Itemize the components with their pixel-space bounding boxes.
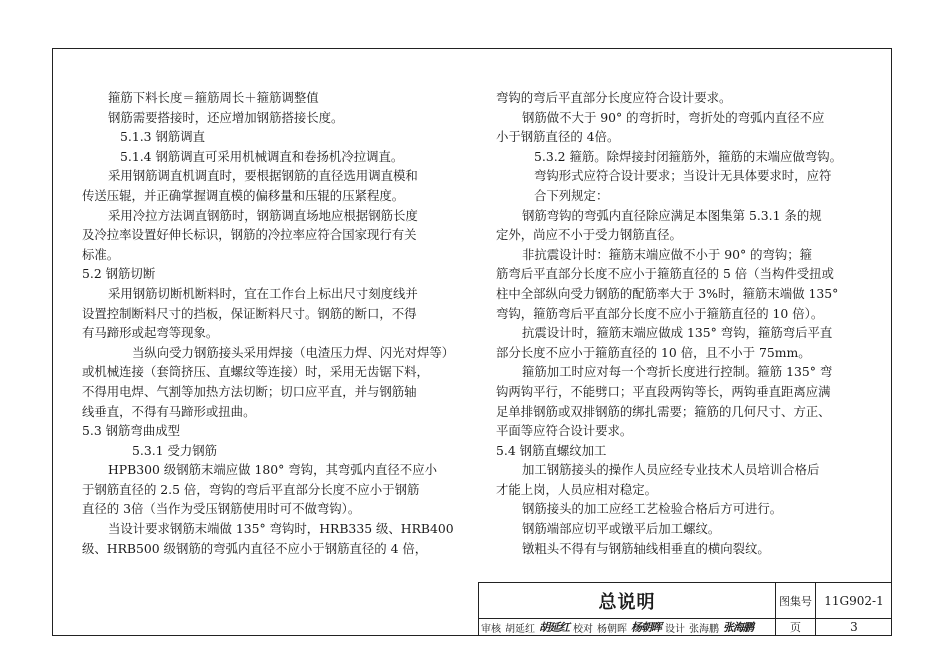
text-line: 钢筋接头的加工应经工艺检验合格后方可进行。 <box>522 501 783 517</box>
text-line: 非抗震设计时：箍筋末端应做不小于 90° 的弯钩；箍 <box>522 246 813 262</box>
text-line: 线垂直，不得有马蹄形或扭曲。 <box>82 403 256 419</box>
review-label: 审核 <box>481 623 501 635</box>
text-line: 设置控制断料尺寸的挡板，保证断料尺寸。钢筋的断口，不得 <box>82 305 417 321</box>
page-label: 页 <box>775 618 815 636</box>
section-heading: 5.3.1 受力钢筋 <box>132 442 218 458</box>
text-line: 定外，尚应不小于受力钢筋直径。 <box>496 227 682 243</box>
text-line: 及冷拉率设置好伸长标识，钢筋的冷拉率应符合国家现行有关 <box>82 227 417 243</box>
left-text-column <box>82 88 474 558</box>
text-line: 传送压辊，并正确掌握调直模的偏移量和压辊的压紧程度。 <box>82 187 405 203</box>
text-line: 部分长度不应小于箍筋直径的 10 倍，且不小于 75mm。 <box>496 344 811 360</box>
design-label: 设计 <box>665 623 685 635</box>
text-line: 级、HRB500 级钢筋的弯弧内直径不应小于钢筋直径的 4 倍， <box>82 540 428 556</box>
text-line: 采用钢筋调直机调直时，要根据钢筋的直径选用调直模和 <box>108 168 418 184</box>
text-line: 或机械连接（套筒挤压、直螺纹等连接）时，采用无齿锯下料， <box>82 364 429 380</box>
text-line: 不得用电焊、气割等加热方法切断；切口应平直，并与钢筋轴 <box>82 383 417 399</box>
section-heading: 5.2 钢筋切断 <box>82 266 156 282</box>
section-heading: 5.3.2 箍筋。除焊接封闭箍筋外，箍筋的末端应做弯钩。 <box>534 148 843 164</box>
text-line: 直径的 3倍（当作为受压钢筋使用时可不做弯钩）。 <box>82 501 361 517</box>
text-line: 足单排钢筋或双排钢筋的绑扎需要；箍筋的几何尺寸、方正、 <box>496 403 831 419</box>
text-line: 平面等应符合设计要求。 <box>496 423 633 439</box>
designer-name: 张海鹏 <box>689 623 719 635</box>
text-line: 镦粗头不得有与钢筋轴线相垂直的横向裂纹。 <box>522 540 770 556</box>
text-line: 当纵向受力钢筋接头采用焊接（电渣压力焊、闪光对焊等） <box>132 344 455 360</box>
text-line: 箍筋下料长度＝箍筋周长＋箍筋调整值 <box>108 90 319 105</box>
title-block <box>478 582 891 635</box>
text-line: 标准。 <box>82 246 120 262</box>
right-text-column <box>496 88 886 558</box>
section-heading: 5.1.3 钢筋调直 <box>120 129 206 145</box>
text-line: 钢筋做不大于 90° 的弯折时，弯折处的弯弧内直径不应 <box>522 109 825 125</box>
reviewer-name: 胡延红 <box>505 623 535 635</box>
text-line: 钢筋端部应切平或镦平后加工螺纹。 <box>522 521 721 537</box>
text-line: 钢筋弯钩的弯弧内直径除应满足本图集第 5.3.1 条的规 <box>522 207 822 223</box>
designer-signature: 张海鹏 <box>723 621 753 634</box>
text-line: 钢筋需要搭接时，还应增加钢筋搭接长度。 <box>108 109 344 125</box>
atlas-number-label: 图集号 <box>775 583 815 618</box>
text-line: 钩两钩平行，不能劈口；平直段两钩等长，两钩垂直距离应满 <box>496 383 831 399</box>
text-line: 合下列规定： <box>534 187 609 203</box>
text-line: 当设计要求钢筋末端做 135° 弯钩时，HRB335 级、HRB400 <box>108 521 454 537</box>
text-line: 弯钩的弯后平直部分长度应符合设计要求。 <box>496 90 732 105</box>
checker-name: 杨朝晖 <box>597 623 627 635</box>
atlas-number: 11G902-1 <box>815 583 892 618</box>
text-line: 弯钩，箍筋弯后平直部分长度不应小于箍筋直径的 10 倍）。 <box>496 305 824 321</box>
text-line: 箍筋加工时应对每一个弯折长度进行控制。箍筋 135° 弯 <box>522 364 833 380</box>
page-number: 3 <box>815 618 892 636</box>
checker-signature: 杨朝晖 <box>631 621 661 634</box>
text-line: 有马蹄形或起弯等现象。 <box>82 325 219 341</box>
section-heading: 5.4 钢筋直螺纹加工 <box>496 442 607 458</box>
check-label: 校对 <box>573 623 593 635</box>
text-line: 弯钩形式应符合设计要求；当设计无具体要求时，应符 <box>534 168 832 184</box>
text-line: 加工钢筋接头的操作人员应经专业技术人员培训合格后 <box>522 462 820 478</box>
section-heading: 5.3 钢筋弯曲成型 <box>82 423 180 439</box>
text-line: 筋弯后平直部分长度不应小于箍筋直径的 5 倍（当构件受扭或 <box>496 266 834 282</box>
text-line: 采用冷拉方法调直钢筋时，钢筋调直场地应根据钢筋长度 <box>108 207 418 223</box>
text-line: 抗震设计时，箍筋末端应做成 135° 弯钩，箍筋弯后平直 <box>522 325 833 341</box>
approval-row <box>479 618 775 636</box>
text-line: 柱中全部纵向受力钢筋的配筋率大于 3%时，箍筋末端做 135° <box>496 285 839 301</box>
text-line: 采用钢筋切断机断料时，宜在工作台上标出尺寸刻度线并 <box>108 285 418 301</box>
text-line: 于钢筋直径的 2.5 倍，弯钩的弯后平直部分长度不应小于钢筋 <box>82 481 420 497</box>
drawing-title: 总说明 <box>598 591 656 613</box>
text-line: 5.1.4 钢筋调直可采用机械调直和卷扬机冷拉调直。 <box>120 148 404 164</box>
reviewer-signature: 胡延红 <box>539 621 569 634</box>
text-line: HPB300 级钢筋末端应做 180° 弯钩，其弯弧内直径不应小 <box>108 462 437 478</box>
text-line: 小于钢筋直径的 4倍。 <box>496 129 620 145</box>
text-line: 才能上岗，人员应相对稳定。 <box>496 481 658 497</box>
